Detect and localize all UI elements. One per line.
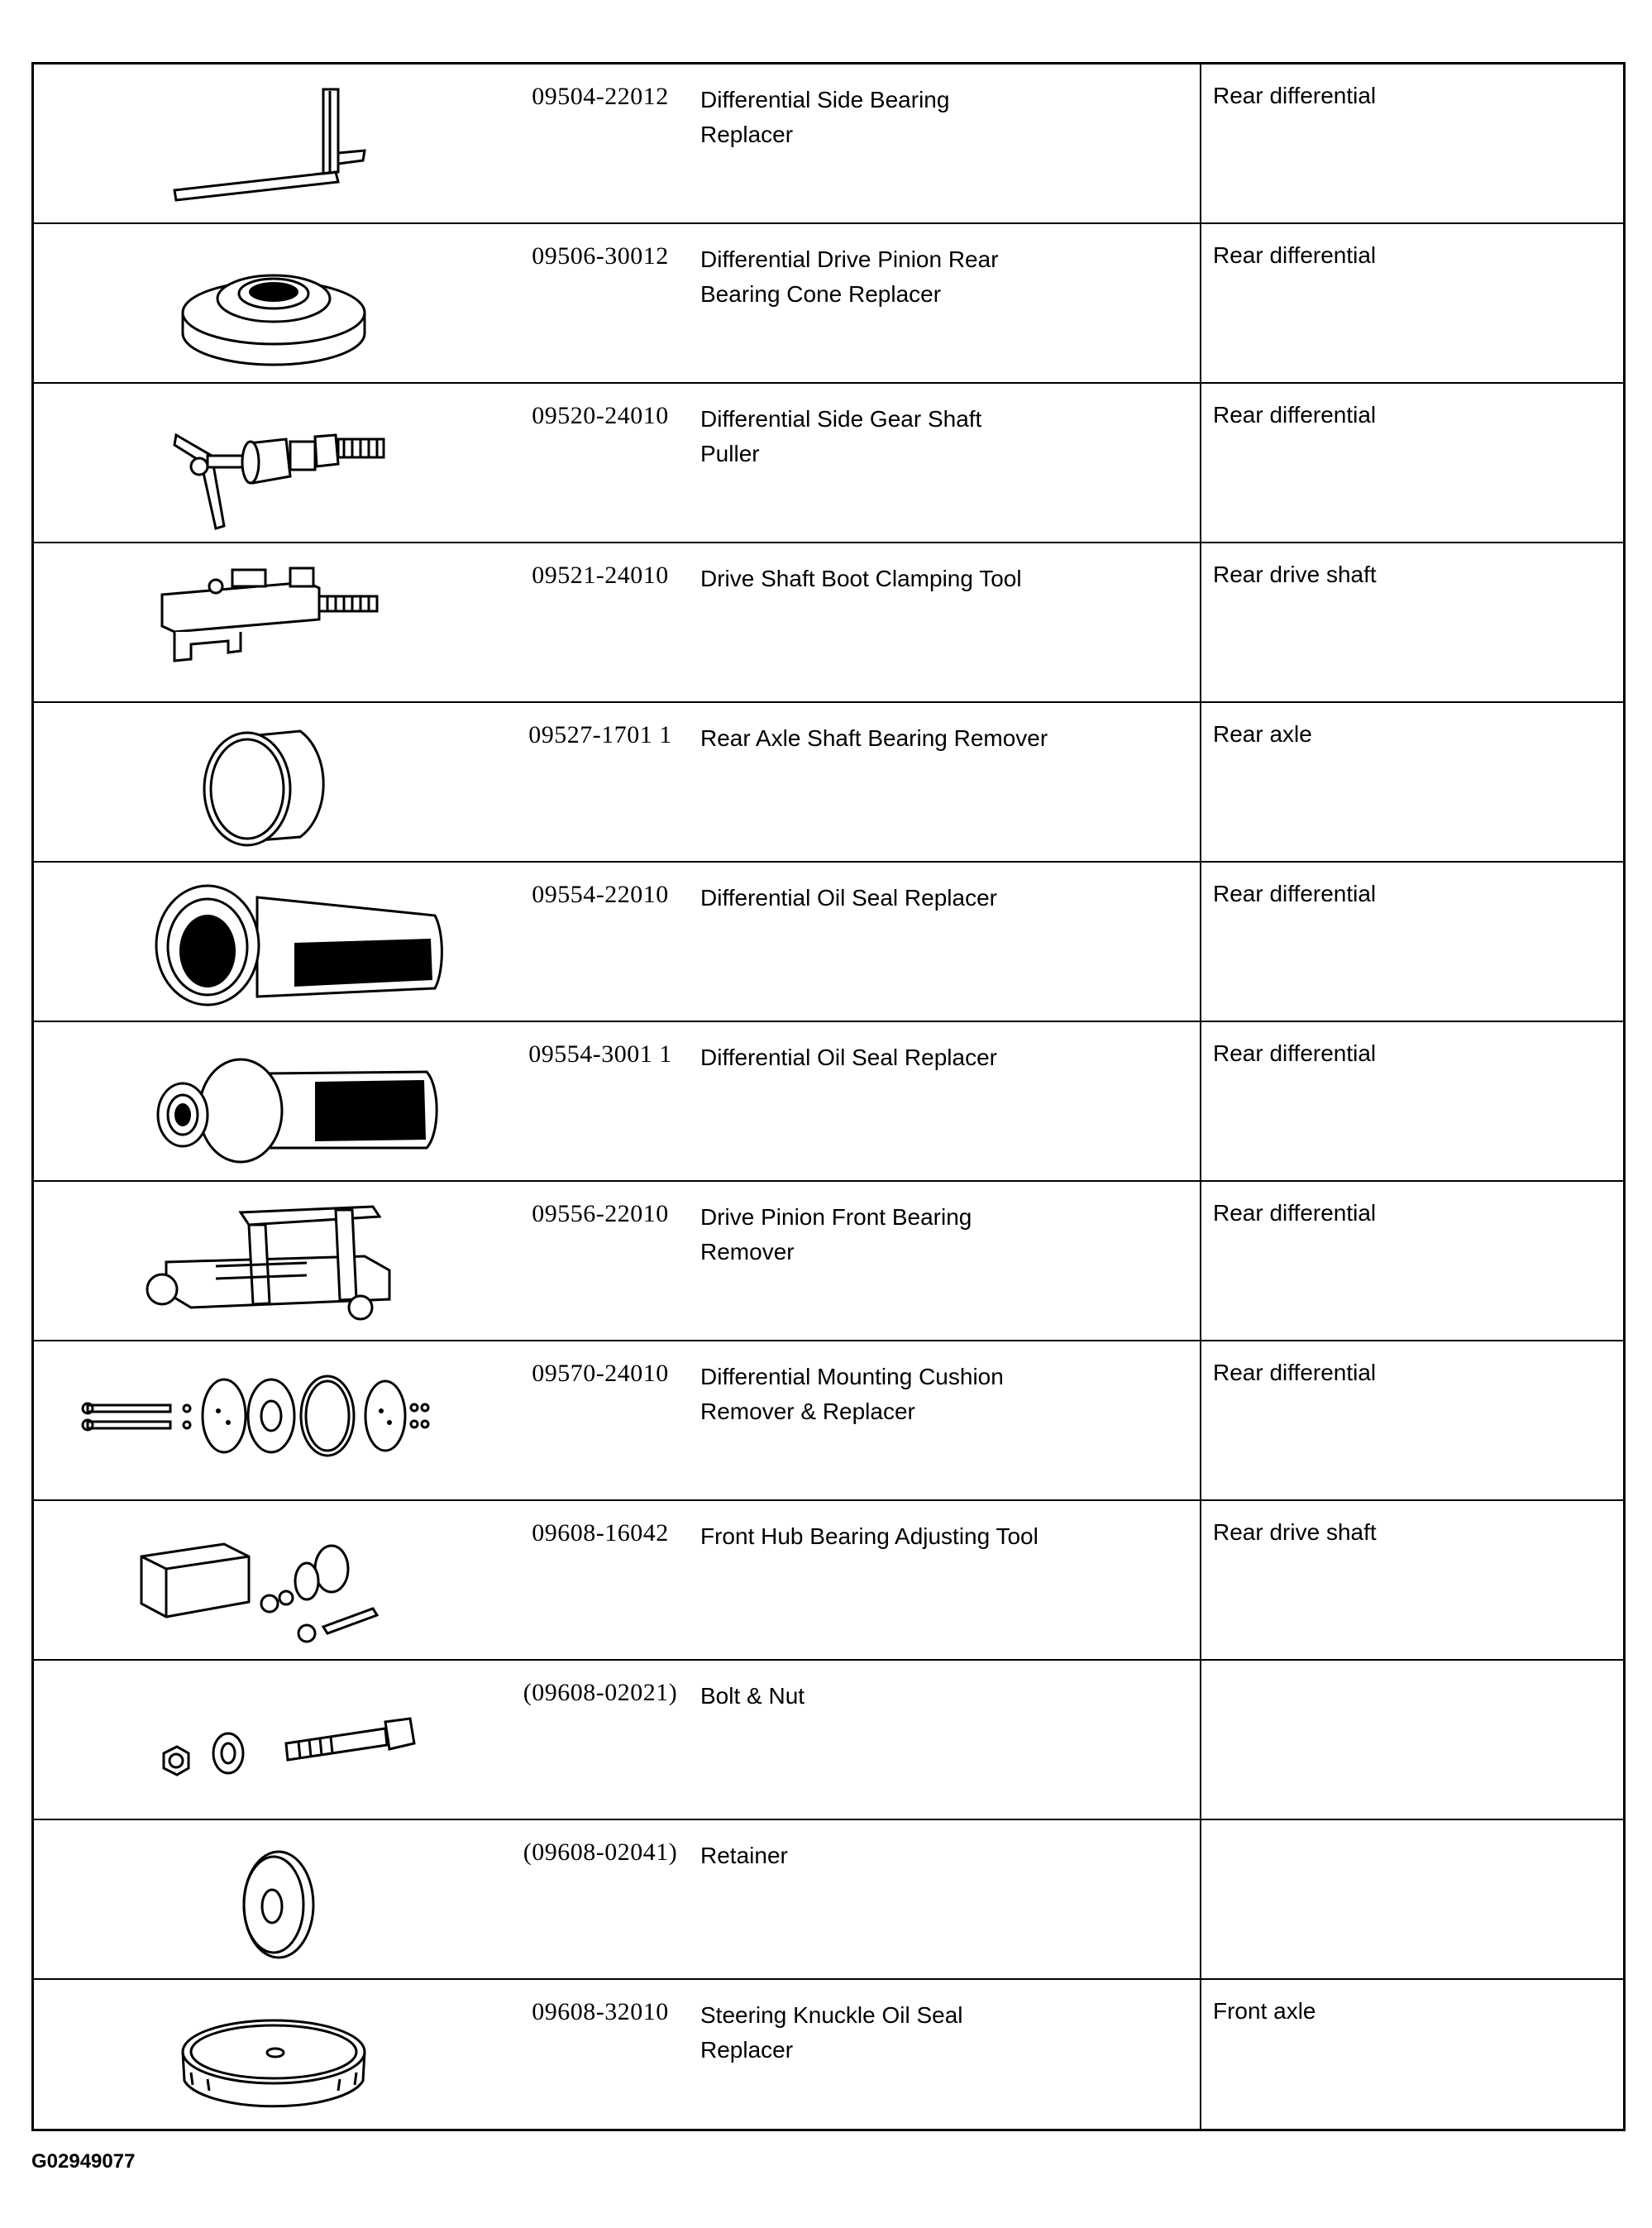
tool-illustration-cell [34,1341,497,1499]
application: Rear differential [1200,863,1626,1021]
knuckle-seal-replacer-icon [117,1990,431,2130]
application: Rear drive shaft [1200,543,1626,701]
description-line: Differential Mounting Cushion [700,1364,1004,1389]
application: Rear differential [1200,65,1626,222]
description-line: Differential Drive Pinion Rear [700,246,999,272]
application [1200,1820,1626,1978]
table-row [34,703,1623,863]
tool-description [700,881,1147,916]
description-line: Differential Side Gear Shaft [700,406,982,432]
tool-illustration-cell [34,1820,497,1978]
table-row [34,1820,1623,1980]
application: Front axle [1200,1980,1626,2129]
tool-illustration-cell [34,863,497,1021]
table-row [34,224,1623,384]
application: Rear differential [1200,224,1626,382]
tool-description [700,1679,1147,1714]
table-row [34,543,1623,703]
table-row [34,1341,1623,1501]
hub-tool-set-icon [133,1511,464,1652]
tool-description [700,1040,1147,1075]
oil-seal-replacer-icon [117,873,447,1013]
part-number: 09554-22010 [532,881,669,908]
table-row [34,65,1623,224]
description-line: Drive Shaft Boot Clamping Tool [700,566,1022,591]
table-row [34,1182,1623,1341]
tool-description [700,562,1147,596]
tool-description [700,721,1147,756]
application [1200,1661,1626,1819]
table-row [34,384,1623,543]
description-line: Front Hub Bearing Adjusting Tool [700,1523,1038,1549]
description-line: Bearing Cone Replacer [700,281,942,307]
figure-code: G02949077 [31,2150,136,2173]
part-number: 09520-24010 [532,402,669,429]
tool-illustration-cell [34,1661,497,1819]
description-line: Differential Oil Seal Replacer [700,1045,997,1070]
tool-description [700,1998,1147,2068]
tool-illustration-cell [34,384,497,542]
tool-description [700,242,1147,312]
tool-illustration-cell [34,543,497,701]
tool-illustration-cell [34,1182,497,1340]
part-number: 09608-16042 [532,1519,669,1547]
part-number: (09608-02021) [523,1679,678,1706]
bolt-nut-icon [146,1671,476,1811]
special-tools-table [31,62,1626,2131]
application: Rear drive shaft [1200,1501,1626,1659]
tool-illustration-cell [34,224,497,382]
application: Rear differential [1200,384,1626,542]
description-line: Remover & Replacer [700,1398,915,1424]
description-line: Remover [700,1239,795,1265]
part-number: 09521-24010 [532,562,669,589]
tool-illustration-cell [34,1022,497,1180]
l-shaped-bar-icon [117,74,431,215]
description-line: Puller [700,441,760,466]
table-row [34,863,1623,1022]
table-row [34,1980,1623,2129]
tool-illustration-cell [34,65,497,222]
description-line: Differential Oil Seal Replacer [700,885,997,911]
description-line: Differential Side Bearing [700,87,950,112]
description-line: Bolt & Nut [700,1683,805,1709]
description-line: Drive Pinion Front Bearing [700,1204,972,1230]
description-line: Steering Knuckle Oil Seal [700,2002,963,2028]
description-line: Replacer [700,2037,794,2063]
part-number: 09527-1701 1 [528,721,672,748]
part-number: 09554-3001 1 [528,1040,672,1068]
bearing-remover-icon [117,1192,447,1332]
application: Rear axle [1200,703,1626,861]
description-line: Replacer [700,122,794,147]
part-number: 09556-22010 [532,1200,669,1227]
cylinder-cup-icon [117,713,431,853]
tool-description [700,83,1147,152]
part-number: 09570-24010 [532,1360,669,1387]
ring-replacer-icon [117,234,431,375]
table-row [34,1501,1623,1661]
part-number: 09608-32010 [532,1998,669,2025]
retainer-washer-icon [117,1830,431,1971]
oil-seal-replacer-stepped-icon [117,1032,447,1173]
shaft-puller-icon [117,394,431,534]
application: Rear differential [1200,1341,1626,1499]
part-number: (09608-02041) [523,1838,678,1866]
tool-description [700,1838,1147,1873]
application: Rear differential [1200,1022,1626,1180]
description-line: Retainer [700,1843,788,1868]
tool-description [700,1200,1147,1269]
part-number: 09506-30012 [532,242,669,270]
description-line: Rear Axle Shaft Bearing Remover [700,725,1048,751]
tool-description [700,1360,1147,1429]
table-row [34,1022,1623,1182]
table-row [34,1661,1623,1820]
tool-description [700,402,1147,471]
tool-illustration-cell [34,703,497,861]
tool-description [700,1519,1147,1554]
cushion-kit-icon [79,1351,443,1492]
clamping-tool-icon [117,553,431,694]
tool-illustration-cell [34,1980,497,2129]
tool-illustration-cell [34,1501,497,1659]
part-number: 09504-22012 [532,83,669,110]
application: Rear differential [1200,1182,1626,1340]
